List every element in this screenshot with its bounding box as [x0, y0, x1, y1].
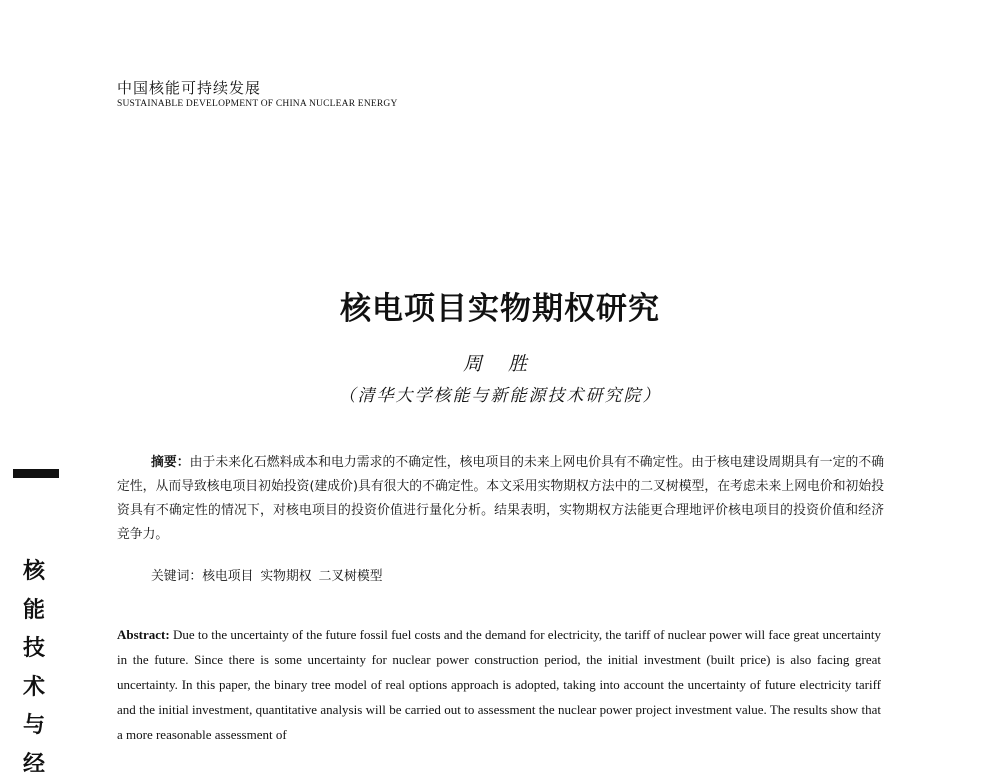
english-abstract-label: Abstract:	[117, 627, 170, 642]
side-title-char: 技	[18, 629, 50, 668]
chinese-abstract	[117, 451, 884, 547]
english-abstract	[117, 622, 881, 747]
side-title-char: 能	[18, 591, 50, 630]
keywords	[151, 565, 390, 589]
chinese-abstract-label: 摘要：	[151, 455, 190, 470]
side-section-title	[18, 552, 50, 783]
running-head-chinese: 中国核能可持续发展	[117, 78, 398, 98]
author-affiliation: （清华大学核能与新能源技术研究院）	[0, 381, 1000, 406]
paper-title: 核电项目实物期权研究	[0, 283, 1000, 328]
keyword-item: 二叉树模型	[319, 569, 383, 584]
side-title-char: 与	[18, 706, 50, 745]
keywords-label: 关键词：	[151, 569, 202, 584]
english-abstract-text: Due to the uncertainty of the future fossil fuel costs and the demand for electricity, the tariff of nuclear power will face great uncertainty in the future. Since there is some uncertainty for nuclear power construction period, the initial investment (built price) is also facing great uncertainty. In this paper, the binary tree model of real options approach is adopted, taking into account the uncertainty of future electricity tariff and the initial investment, quantitative analysis will be carried out to assessment the nuclear power project investment value. The results show that a more reasonable assessment of	[117, 627, 881, 742]
chinese-abstract-text: 由于未来化石燃料成本和电力需求的不确定性，核电项目的未来上网电价具有不确定性。由于核电建设周期具有一定的不确定性，从而导致核电项目初始投资(建成价)具有很大的不确定性。本文采用实物期权方法中的二叉树模型，在考虑未来上网电价和初始投资具有不确定性的情况下，对核电项目的投资价值进行量化分析。结果表明，实物期权方法能更合理地评价核电项目的投资价值和经济竞争力。	[117, 455, 884, 542]
running-head	[117, 78, 398, 110]
keyword-item: 实物期权	[260, 569, 311, 584]
running-head-english: SUSTAINABLE DEVELOPMENT OF CHINA NUCLEAR ENERGY	[117, 98, 398, 110]
side-title-char: 术	[18, 668, 50, 707]
side-title-char: 经	[18, 745, 50, 783]
side-title-char: 核	[18, 552, 50, 591]
paper-author: 周 胜	[0, 349, 1000, 376]
keyword-item: 核电项目	[202, 569, 253, 584]
side-marker-bar	[13, 469, 59, 478]
